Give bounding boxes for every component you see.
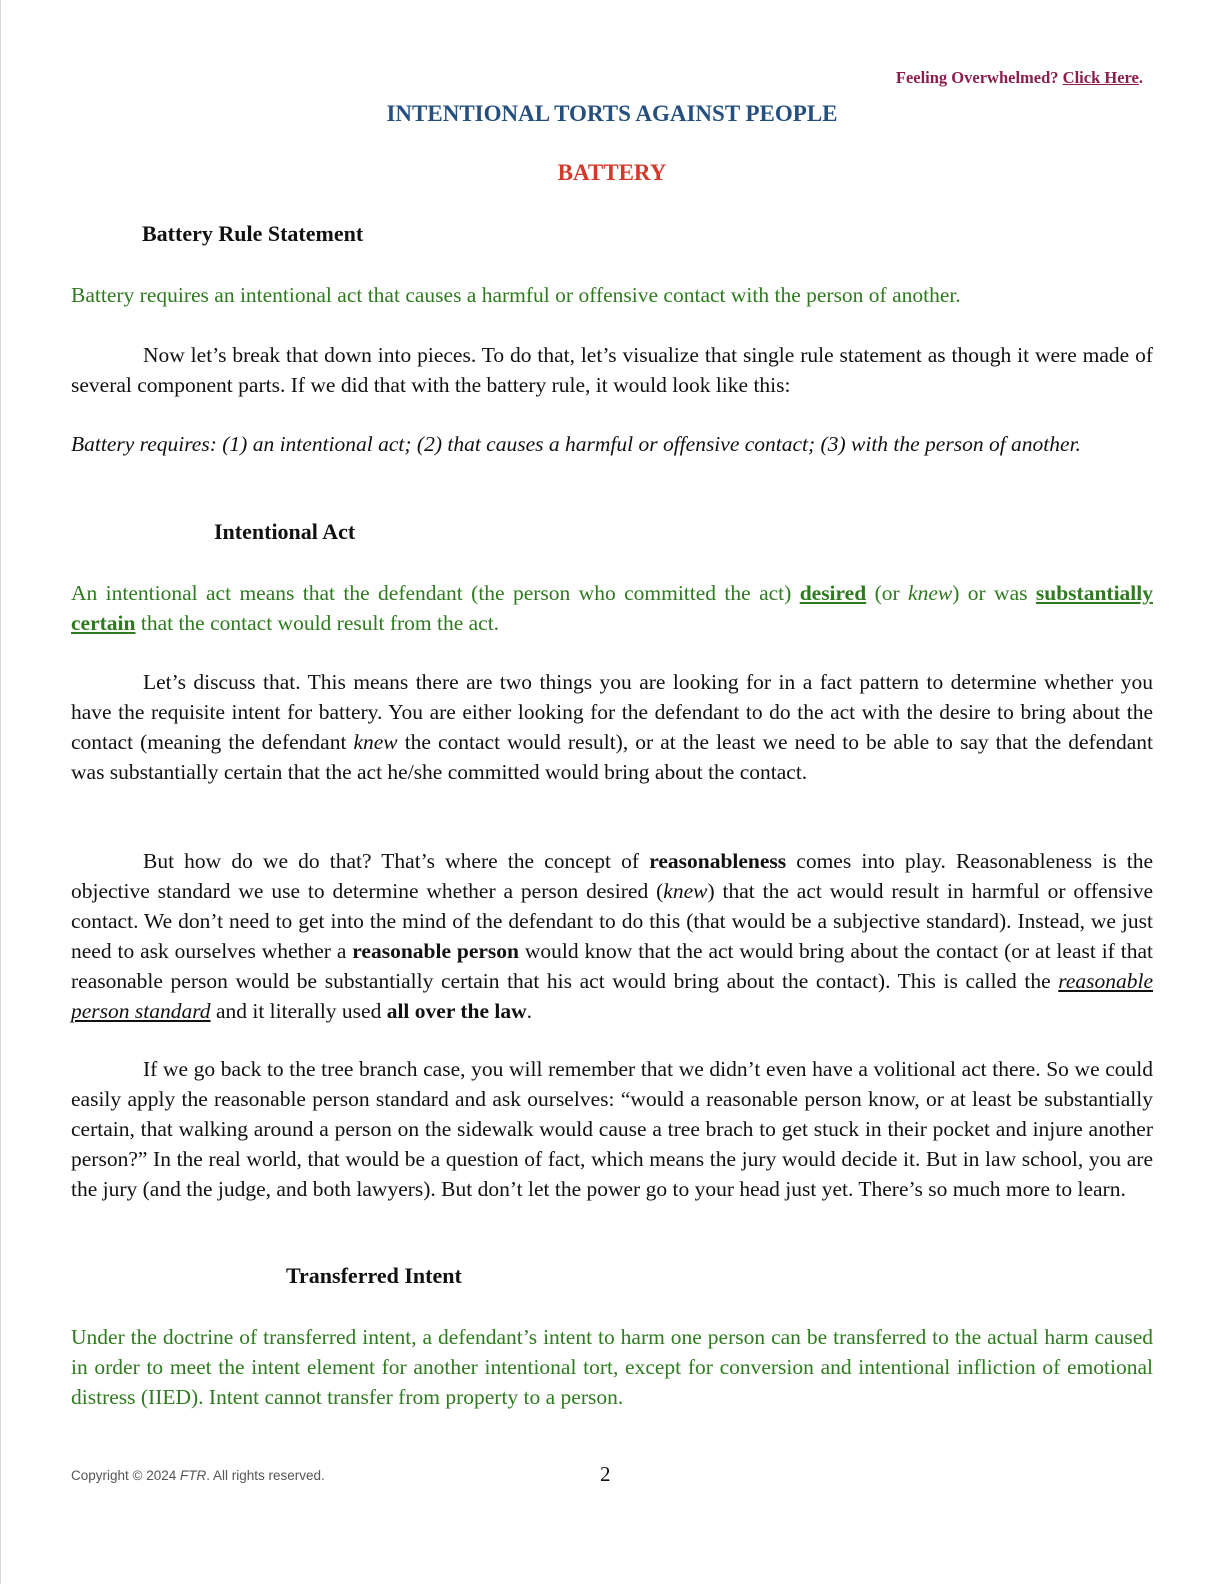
def-text-2: (or bbox=[866, 581, 909, 605]
reason-period: . bbox=[526, 999, 533, 1023]
copyright-prefix: Copyright © 2024 bbox=[71, 1468, 181, 1483]
def-substantially-certain: substantially certain bbox=[71, 581, 1153, 635]
discussion-paragraph bbox=[71, 667, 1153, 787]
reason-text-3: ) that the act would result in harmful or offensive contact. We don’t need to get into the mind of the defendant to do this (that would be a subjective standard). Instead, we just need to ask ourselves whether a bbox=[71, 879, 1153, 963]
heading-intentional-act: Intentional Act bbox=[214, 519, 356, 544]
footer-copyright bbox=[71, 1468, 325, 1483]
reason-knew: knew bbox=[663, 879, 708, 903]
reason-text-2: comes into play. Reasonableness is the objective standard we use to determine whether a person desired ( bbox=[71, 849, 1154, 903]
reason-reasonableness: reasonableness bbox=[649, 849, 787, 873]
def-text-1: An intentional act means that the defendant (the person who committed the act) bbox=[71, 581, 800, 605]
transferred-intent-text: Under the doctrine of transferred intent, a defendant’s intent to harm one person can be transferred to the actual harm caused in order to meet the intent element for another intentional tort, except for conversion and intentional infliction of emotional distress (IIED). Intent cannot transfer from property to a person. bbox=[71, 1325, 1153, 1409]
reason-reasonable-person: reasonable person bbox=[352, 939, 520, 963]
intentional-act-definition bbox=[71, 578, 1153, 638]
def-desired: desired bbox=[799, 581, 867, 605]
reason-text-1: But how do we do that? That’s where the concept of bbox=[143, 849, 650, 873]
battery-rule-text: Battery requires an intentional act that causes a harmful or offensive contact with the person of another. bbox=[71, 283, 961, 307]
def-knew: knew bbox=[908, 581, 953, 605]
copyright-brand: FTR bbox=[180, 1468, 207, 1483]
reason-all-over-the-law: all over the law bbox=[386, 999, 527, 1023]
copyright-suffix: . All rights reserved. bbox=[206, 1468, 325, 1483]
heading-transferred-intent: Transferred Intent bbox=[286, 1263, 462, 1288]
overwhelmed-prompt: Feeling Overwhelmed? bbox=[895, 68, 1059, 87]
page-edge-divider bbox=[0, 0, 1, 1584]
section-title-battery: BATTERY bbox=[557, 160, 667, 185]
tree-branch-paragraph: If we go back to the tree branch case, you will remember that we didn’t even have a volitional act there. So we could easily apply the reasonable person standard and ask ourselves: “would a reasonable person know, or at least be substantially certain, that walking around a person on the sidewalk would cause a tree brach to get stuck in their pocket and injure another person?” In the real world, that would be a question of fact, which means the jury would decide it. But in law school, you are the jury (and the judge, and both lawyers). But don’t let the power go to your head just yet. There’s so much more to learn. bbox=[71, 1057, 1153, 1201]
components-paragraph: Battery requires: (1) an intentional act; (2) that causes a harmful or offensive contact; (3) with the person of another. bbox=[71, 432, 1081, 456]
reason-standard: reasonable person standard bbox=[71, 969, 1153, 1023]
click-here-link[interactable]: Click Here bbox=[1062, 68, 1139, 87]
breakdown-paragraph: Now let’s break that down into pieces. To do that, let’s visualize that single rule statement as though it were made of several component parts. If we did that with the battery rule, it would look like this: bbox=[71, 343, 1153, 397]
link-period: . bbox=[1138, 68, 1143, 87]
def-text-4: that the contact would result from the act. bbox=[135, 611, 500, 635]
discuss-text-1: Let’s discuss that. This means there are two things you are looking for in a fact pattern to determine whether you have the requisite intent for battery. You are either looking for the defendant to do the act with the desire to bring about the contact (meaning the defendant bbox=[71, 670, 1153, 754]
page-number: 2 bbox=[600, 1462, 611, 1486]
discuss-text-2: the contact would result), or at the least we need to be able to say that the defendant was substantially certain that the act he/she committed would bring about the contact. bbox=[71, 730, 1153, 784]
reasonableness-paragraph bbox=[71, 846, 1153, 1026]
discuss-knew: knew bbox=[353, 730, 398, 754]
def-text-3: ) or was bbox=[952, 581, 1036, 605]
reason-text-5: and it literally used bbox=[210, 999, 387, 1023]
overwhelmed-note bbox=[896, 68, 1143, 88]
reason-text-4: would know that the act would bring about the contact (or at least if that reasonable person would be substantially certain that his act would bring about the contact). This is called the bbox=[71, 939, 1153, 993]
heading-battery-rule-statement: Battery Rule Statement bbox=[142, 221, 364, 246]
page-title: INTENTIONAL TORTS AGAINST PEOPLE bbox=[386, 101, 838, 126]
